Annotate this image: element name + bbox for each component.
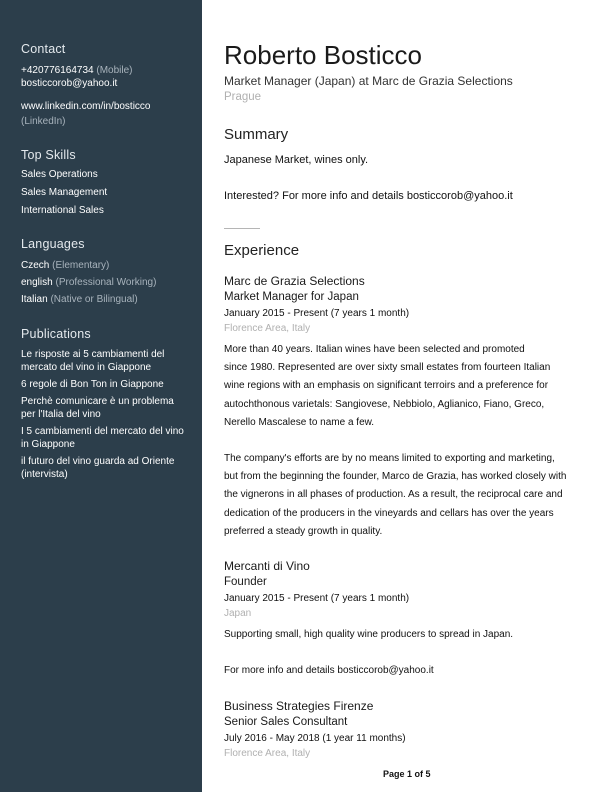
- job-description: Supporting small, high quality wine producers to spread in Japan. For more info and details bosticcorob@yahoo.it: [224, 629, 514, 677]
- job-dates: January 2015 - Present (7 years 1 month): [224, 308, 410, 319]
- job-location: Japan: [224, 608, 252, 619]
- language-level: (Professional Working): [55, 277, 157, 288]
- language-name: Czech: [21, 260, 50, 271]
- languages-section: [21, 237, 197, 306]
- skill-item: Sales Management: [21, 187, 108, 198]
- language-item: [21, 276, 197, 289]
- publication-item[interactable]: Perchè comunicare è un problema per l'Italia del vino: [21, 396, 174, 420]
- experience-entry: [224, 274, 594, 541]
- job-description: More than 40 years. Italian wines have been selected and promoted since 1980. Represented are over sixty small estates from fourteen Italian wine regions with an emphasis on significant terroirs and a preference for autochthonous varietals: Sangiovese, Nebbiolo, Aglianico, Fiano, Greco, Nerello Mascalese to name a few. The company's efforts are by no means limited to exporting and marketing, but from the beginning the founder, Marco de Grazia, has worked closely with the vignerons in all phases of production. As a result, the reciprocal care and dedication of the producers in the vineyards and cellars has over the years preferred a steady growth in quality.: [224, 344, 567, 537]
- language-item: [21, 293, 197, 306]
- language-name: Italian: [21, 294, 48, 305]
- phone-type: (Mobile): [96, 65, 133, 76]
- job-location: Florence Area, Italy: [224, 748, 311, 759]
- section-divider: [224, 228, 260, 229]
- sidebar: [0, 0, 202, 792]
- job-title: Founder: [224, 576, 267, 588]
- language-level: (Elementary): [52, 260, 110, 271]
- job-location: Florence Area, Italy: [224, 323, 311, 334]
- profile-name: Roberto Bosticco: [224, 40, 422, 70]
- company-name: Business Strategies Firenze: [224, 699, 374, 713]
- summary-heading: Summary: [224, 126, 289, 143]
- contact-heading: Contact: [21, 42, 66, 56]
- publications-heading: Publications: [21, 327, 91, 341]
- top-skills-heading: Top Skills: [21, 148, 76, 162]
- experience-heading: Experience: [224, 242, 300, 259]
- contact-section: [21, 42, 197, 128]
- publication-item[interactable]: 6 regole di Bon Ton in Giappone: [21, 379, 164, 390]
- phone-line: [21, 64, 197, 77]
- skill-item: Sales Operations: [21, 169, 98, 180]
- publication-item[interactable]: il futuro del vino guarda ad Oriente (intervista): [21, 456, 175, 480]
- page-number: Page 1 of 5: [383, 769, 431, 779]
- experience-entry: [224, 559, 594, 680]
- profile-location: Prague: [224, 91, 262, 103]
- job-dates: July 2016 - May 2018 (1 year 11 months): [224, 733, 406, 744]
- publication-item[interactable]: I 5 cambiamenti del mercato del vino in Giappone: [21, 426, 184, 450]
- skill-item: International Sales: [21, 205, 104, 216]
- summary-line: Japanese Market, wines only.: [224, 154, 369, 166]
- experience-entry: [224, 699, 594, 760]
- linkedin-link[interactable]: www.linkedin.com/in/bosticco: [21, 101, 151, 112]
- linkedin-label: (LinkedIn): [21, 116, 66, 127]
- language-name: english: [21, 277, 53, 288]
- language-level: (Native or Bilingual): [50, 294, 138, 305]
- company-name: Mercanti di Vino: [224, 559, 310, 573]
- job-title: Senior Sales Consultant: [224, 716, 348, 728]
- email-link[interactable]: bosticcorob@yahoo.it: [21, 78, 118, 89]
- phone-number[interactable]: +420776164734: [21, 65, 94, 76]
- publication-item[interactable]: Le risposte ai 5 cambiamenti del mercato del vino in Giappone: [21, 349, 165, 373]
- top-skills-section: [21, 148, 197, 217]
- publications-section: [21, 327, 197, 481]
- job-title: Market Manager for Japan: [224, 291, 359, 303]
- profile-headline: Market Manager (Japan) at Marc de Grazia Selections: [224, 74, 513, 88]
- summary-line: Interested? For more info and details bosticcorob@yahoo.it: [224, 190, 513, 202]
- languages-heading: Languages: [21, 237, 85, 251]
- language-item: [21, 259, 197, 272]
- company-name: Marc de Grazia Selections: [224, 274, 365, 288]
- job-dates: January 2015 - Present (7 years 1 month): [224, 593, 410, 604]
